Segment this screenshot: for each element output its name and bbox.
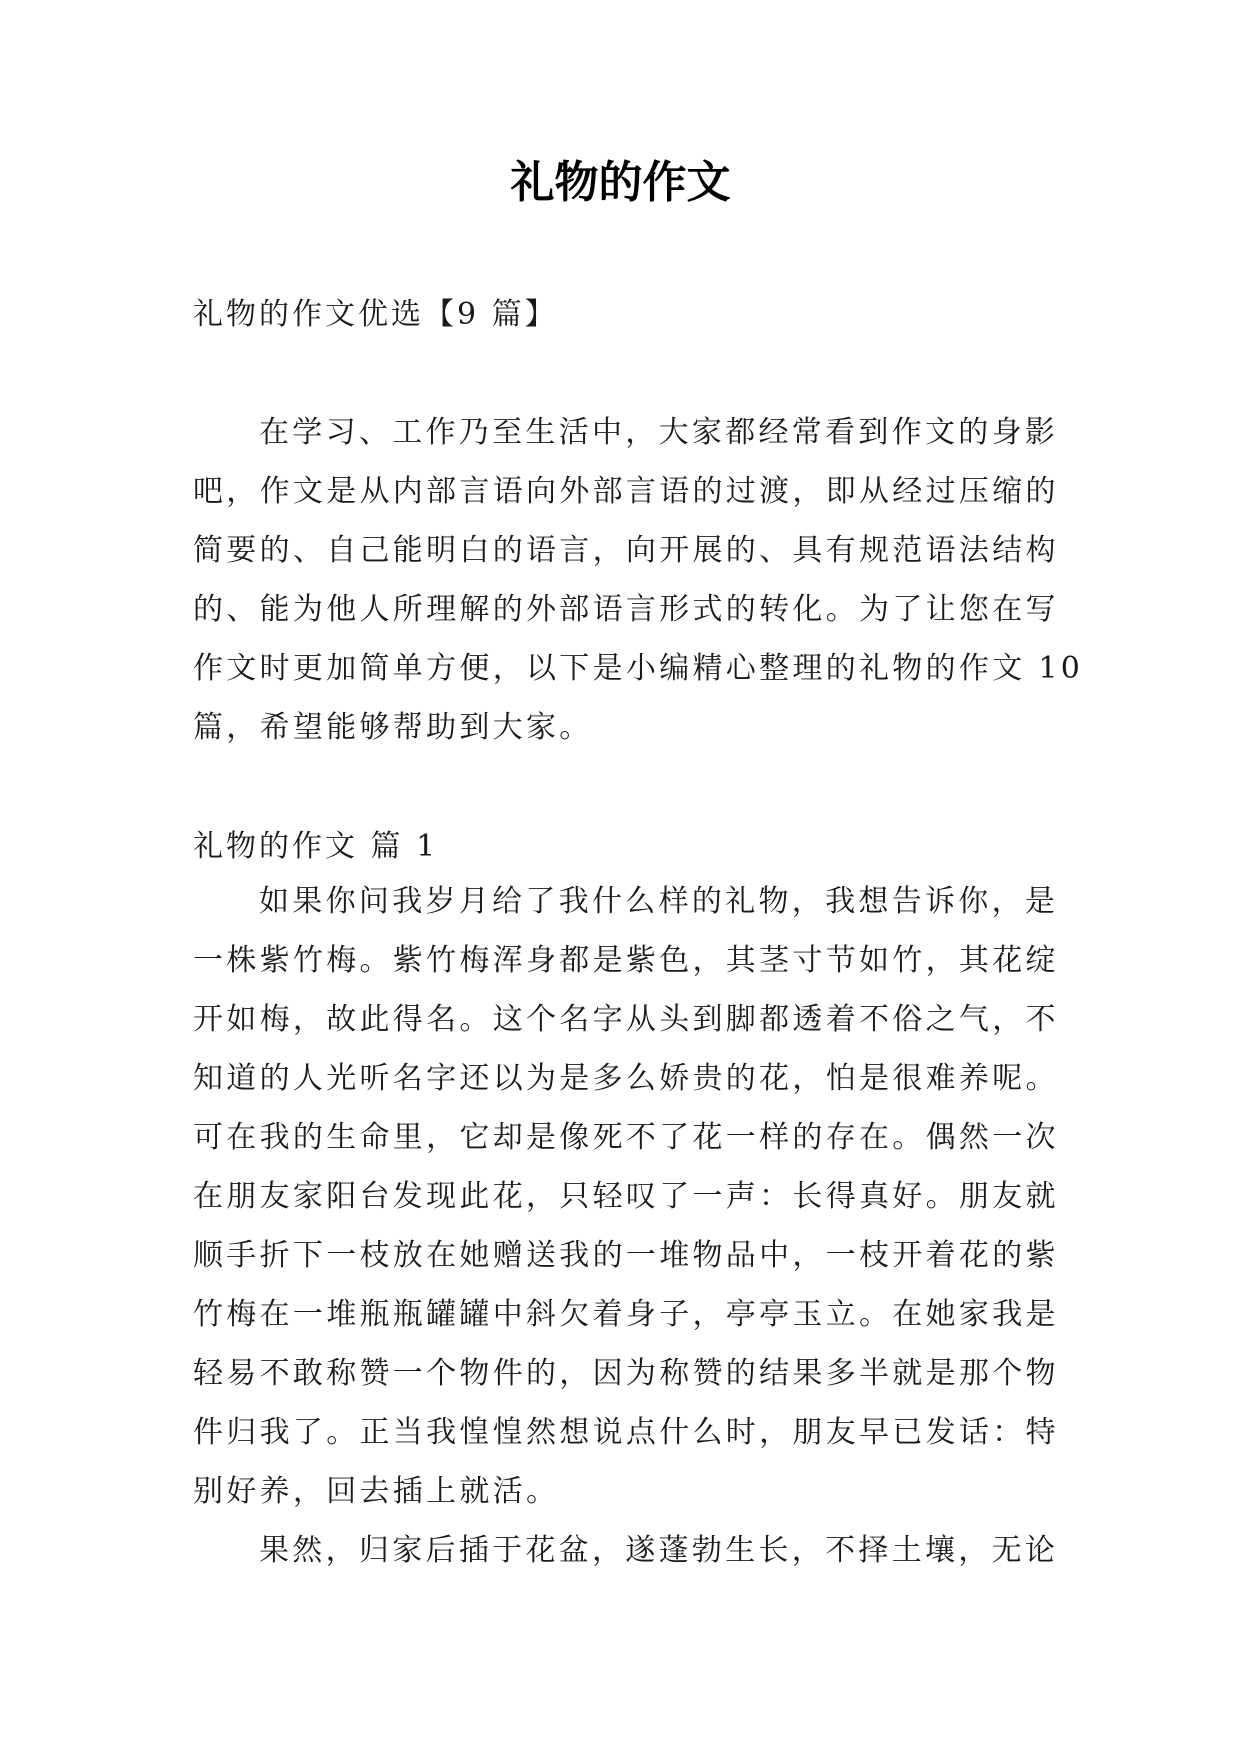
intro-line: 作文时更加简单方便，以下是小编精心整理的礼物的作文 10 [193,651,1084,686]
body-line: 如果你问我岁月给了我什么样的礼物，我想告诉你，是 [259,884,1059,919]
intro-line: 的、能为他人所理解的外部语言形式的转化。为了让您在写 [193,592,1059,627]
essay-body [193,872,1073,1580]
body-line: 轻易不敢称赞一个物件的，因为称赞的结果多半就是那个物 [193,1356,1059,1391]
intro-paragraph [193,403,1084,757]
body-line: 别好养，回去插上就活。 [193,1474,560,1509]
intro-line: 篇，希望能够帮助到大家。 [193,710,593,745]
body-line: 果然，归家后插于花盆，遂蓬勃生长，不择土壤，无论 [259,1533,1059,1568]
body-line: 一株紫竹梅。紫竹梅浑身都是紫色，其茎寸节如竹，其花绽 [193,943,1059,978]
intro-line: 简要的、自己能明白的语言，向开展的、具有规范语法结构 [193,533,1059,568]
body-line: 开如梅，故此得名。这个名字从头到脚都透着不俗之气，不 [193,1002,1059,1037]
body-line: 知道的人光听名字还以为是多么娇贵的花，怕是很难养呢。 [193,1061,1059,1096]
body-line: 竹梅在一堆瓶瓶罐罐中斜欠着身子，亭亭玉立。在她家我是 [193,1297,1059,1332]
document-title: 礼物的作文 [510,157,731,208]
section-heading: 礼物的作文 篇 1 [193,829,439,864]
intro-line: 吧，作文是从内部言语向外部言语的过渡，即从经过压缩的 [193,474,1059,509]
document-subtitle: 礼物的作文优选【9 篇】 [193,297,558,332]
body-line: 在朋友家阳台发现此花，只轻叹了一声：长得真好。朋友就 [193,1179,1059,1214]
body-line: 可在我的生命里，它却是像死不了花一样的存在。偶然一次 [193,1120,1059,1155]
body-line: 顺手折下一枝放在她赠送我的一堆物品中，一枝开着花的紫 [193,1238,1059,1273]
body-line: 件归我了。正当我惶惶然想说点什么时，朋友早已发话：特 [193,1415,1059,1450]
intro-line: 在学习、工作乃至生活中，大家都经常看到作文的身影 [259,415,1059,450]
